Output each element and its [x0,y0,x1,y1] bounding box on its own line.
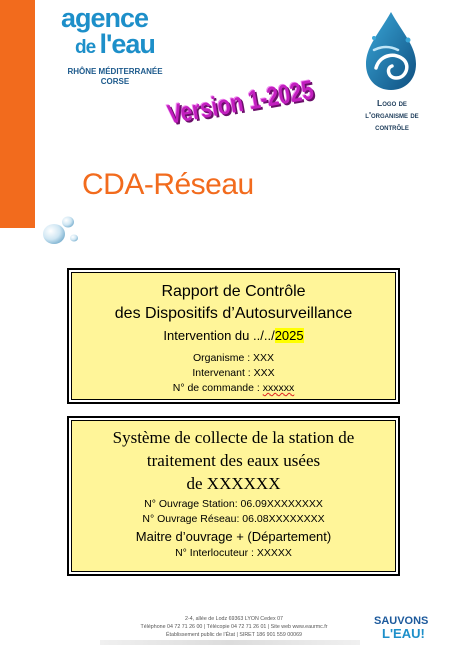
system-line2: traitement des eaux usées [146,451,321,470]
maitre-ouvrage: Maitre d’ouvrage + (Département) [135,529,332,544]
system-line3: de XXXXXX [186,474,281,493]
org-logo-placeholder: Logo de l'organisme de contrôle [365,98,419,132]
interlocuteur: N° Interlocuteur : XXXXX [175,547,292,559]
ouvrage-station: N° Ouvrage Station: 06.09XXXXXXXX [144,498,323,510]
intervenant: Intervenant : XXX [192,367,275,379]
report-box [67,268,400,404]
sauvons-leau-logo-icon [368,608,440,644]
water-drop-logo-icon [360,10,422,92]
report-title-line1: Rapport de Contrôle [161,283,306,300]
agency-region: RHÔNE MÉDITERRANÉE CORSE [67,67,163,86]
organisme: Organisme : XXX [192,352,275,364]
intervention-date: Intervention du ../../2025 [163,328,304,343]
system-box [67,416,400,576]
footer-address: 2-4, allée de Lodz 69363 LYON Cedex 07 Téléphone 04 72 71 26 00 | Télécopie 04 72 71 26 01 | Site web www.eaurmc.fr Établissement public de l'État | SIRET 186 901 559 00069 [140,616,328,638]
agency-logo-line2: de l'eau [75,29,155,59]
orange-side-bar [0,0,35,228]
slogan-bottom: L'EAU! [382,626,425,641]
version-stamp: Version 1-2025 [165,74,316,130]
commande-number: N° de commande : xxxxxx [172,382,295,394]
slogan-top: SAUVONS [374,615,429,627]
water-bubbles-icon [40,214,80,246]
document-title: CDA-Réseau [82,168,254,201]
system-line1: Système de collecte de la station de [112,428,355,447]
agence-de-leau-logo [55,3,175,87]
agency-logo-line1: agence [61,3,149,33]
report-title-line2: des Dispositifs d’Autosurveillance [114,305,353,322]
ouvrage-reseau: N° Ouvrage Réseau: 06.08XXXXXXXX [142,513,325,525]
footer-decoration [100,640,360,645]
